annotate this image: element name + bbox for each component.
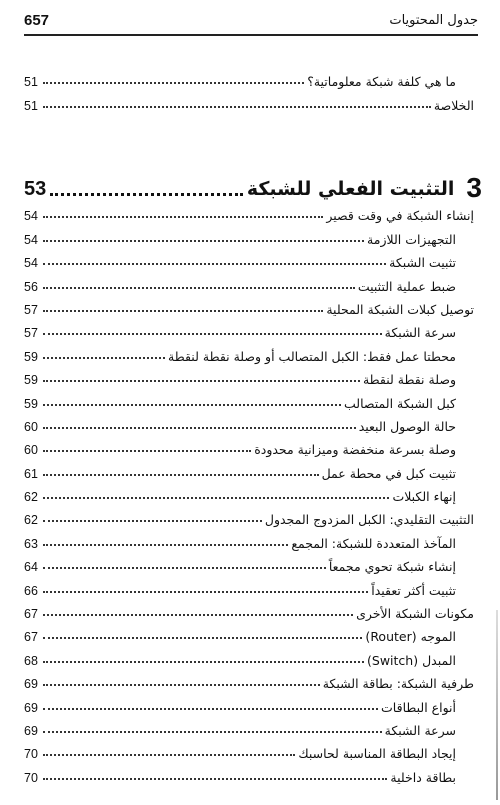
toc-entry-label: التجهيزات اللازمة xyxy=(367,231,456,247)
toc-entry[interactable] xyxy=(24,223,474,246)
chapter-page-number: 53 xyxy=(24,178,47,200)
toc-entry-label: المآخذ المتعددة للشبكة: المجمع xyxy=(291,535,456,551)
toc-entry[interactable] xyxy=(24,66,474,89)
toc-entry-page: 64 xyxy=(24,560,38,575)
leader-dots xyxy=(43,614,353,616)
toc-entry-label: تثبيت كبل في محطة عمل xyxy=(321,465,456,481)
toc-pre-section xyxy=(24,66,474,113)
toc-entry-page: 62 xyxy=(24,513,38,528)
leader-dots xyxy=(43,427,356,429)
toc-entry-page: 59 xyxy=(24,349,38,364)
toc-entry-page: 57 xyxy=(24,326,38,341)
toc-entry-page: 54 xyxy=(24,256,38,271)
toc-entry-page: 60 xyxy=(24,419,38,434)
toc-entry-label: الموجه (Router) xyxy=(365,629,456,645)
leader-dots xyxy=(43,106,431,108)
toc-entry-page: 54 xyxy=(24,209,38,224)
toc-entry-label: حالة الوصول البعيد xyxy=(358,418,456,434)
toc-entry-label: بطاقة داخلية xyxy=(390,769,456,785)
toc-entry-page: 59 xyxy=(24,396,38,411)
toc-entry-label: سرعة الشبكة xyxy=(384,722,456,738)
toc-entry-page: 69 xyxy=(24,677,38,692)
toc-entry-page: 67 xyxy=(24,630,38,645)
toc-entry[interactable] xyxy=(24,691,474,714)
toc-entry[interactable] xyxy=(24,574,474,597)
toc-entry[interactable] xyxy=(24,200,474,223)
leader-dots xyxy=(43,404,341,406)
toc-entry-page: 51 xyxy=(24,75,38,90)
toc-entry[interactable] xyxy=(24,668,474,691)
chapter-leader-dots xyxy=(50,193,243,196)
toc-entry-page: 66 xyxy=(24,583,38,598)
leader-dots xyxy=(43,240,364,242)
toc-entry-label: التثبيت التقليدي: الكبل المزدوج المجدول xyxy=(264,512,474,528)
toc-entry-page: 69 xyxy=(24,700,38,715)
leader-dots xyxy=(43,544,288,546)
toc-entry[interactable] xyxy=(24,761,474,784)
toc-entry-label: طرفية الشبكة: بطاقة الشبكة xyxy=(322,676,474,692)
toc-entry-label: أنواع البطاقات xyxy=(381,699,456,715)
toc-entry-label: محطتا عمل فقط: الكبل المتصالب أو وصلة نقطة لنقطة xyxy=(168,348,456,364)
leader-dots xyxy=(43,778,387,780)
page-number: 657 xyxy=(24,12,50,29)
toc-entry-page: 62 xyxy=(24,490,38,505)
toc-entry-label: كبل الشبكة المتصالب xyxy=(344,395,456,411)
toc-entry[interactable] xyxy=(24,527,474,550)
toc-entry[interactable] xyxy=(24,317,474,340)
toc-entry-label: سرعة الشبكة xyxy=(384,325,456,341)
toc-chapter-entries xyxy=(24,200,474,785)
toc-entry[interactable] xyxy=(24,411,474,434)
toc-entry-page: 70 xyxy=(24,770,38,785)
toc-entry-label: وصلة نقطة لنقطة xyxy=(362,372,456,388)
leader-dots xyxy=(43,450,251,452)
chapter-title: التثبيت الفعلي للشبكة xyxy=(246,178,455,200)
chapter-heading[interactable] xyxy=(24,163,482,203)
toc-entry[interactable] xyxy=(24,340,474,363)
toc-entry-page: 67 xyxy=(24,607,38,622)
toc-entry-page: 60 xyxy=(24,443,38,458)
toc-entry[interactable] xyxy=(24,598,474,621)
leader-dots xyxy=(43,661,364,663)
leader-dots xyxy=(43,637,362,639)
leader-dots xyxy=(43,474,319,476)
toc-entry-label: إنشاء شبكة تحوي مجمعاً xyxy=(328,559,456,575)
toc-entry[interactable] xyxy=(24,738,474,761)
leader-dots xyxy=(43,591,368,593)
toc-entry[interactable] xyxy=(24,481,474,504)
leader-dots xyxy=(43,684,320,686)
toc-entry-label: إنشاء الشبكة في وقت قصير xyxy=(326,208,474,224)
toc-entry-label: المبدل (Switch) xyxy=(367,652,456,668)
leader-dots xyxy=(43,380,360,382)
toc-entry-page: 70 xyxy=(24,747,38,762)
leader-dots xyxy=(43,333,382,335)
toc-entry-page: 54 xyxy=(24,232,38,247)
toc-entry[interactable] xyxy=(24,294,474,317)
leader-dots xyxy=(43,310,323,312)
toc-entry[interactable] xyxy=(24,89,474,112)
toc-entry[interactable] xyxy=(24,715,474,738)
toc-entry-page: 59 xyxy=(24,373,38,388)
toc-entry[interactable] xyxy=(24,504,474,527)
toc-entry[interactable] xyxy=(24,387,474,410)
toc-entry-label: تثبيت الشبكة xyxy=(389,255,456,271)
toc-entry-label: وصلة بسرعة منخفضة وميزانية محدودة xyxy=(254,442,456,458)
toc-entry-page: 69 xyxy=(24,723,38,738)
toc-entry-label: إيجاد البطاقة المناسبة لحاسبك xyxy=(298,746,456,762)
leader-dots xyxy=(43,287,355,289)
toc-entry-label: توصيل كبلات الشبكة المحلية xyxy=(326,301,474,317)
toc-entry-page: 56 xyxy=(24,279,38,294)
toc-entry-page: 63 xyxy=(24,536,38,551)
leader-dots xyxy=(43,708,378,710)
toc-entry-page: 57 xyxy=(24,302,38,317)
toc-entry-label: مكونات الشبكة الأخرى xyxy=(356,606,474,622)
leader-dots xyxy=(43,82,304,84)
toc-entry-label: الخلاصة xyxy=(433,97,474,113)
leader-dots xyxy=(43,263,386,265)
toc-entry-page: 68 xyxy=(24,653,38,668)
leader-dots xyxy=(43,216,323,218)
scan-edge-shadow xyxy=(496,610,498,800)
toc-entry[interactable] xyxy=(24,247,474,270)
chapter-number: 3 xyxy=(466,172,482,203)
toc-entry[interactable] xyxy=(24,551,474,574)
toc-entry[interactable] xyxy=(24,270,474,293)
toc-entry-label: ما هي كلفة شبكة معلوماتية؟ xyxy=(307,74,456,90)
leader-dots xyxy=(43,754,295,756)
leader-dots xyxy=(43,497,389,499)
leader-dots xyxy=(43,567,326,569)
toc-entry-page: 61 xyxy=(24,466,38,481)
toc-entry-label: إنهاء الكبلات xyxy=(392,489,456,505)
toc-entry[interactable] xyxy=(24,364,474,387)
toc-entry-label: ضبط عملية التثبيت xyxy=(357,278,456,294)
leader-dots xyxy=(43,520,262,522)
toc-entry[interactable] xyxy=(24,434,474,457)
toc-entry[interactable] xyxy=(24,644,474,667)
toc-entry[interactable] xyxy=(24,621,474,644)
running-title: جدول المحتويات xyxy=(389,13,478,28)
toc-entry-label: تثبيت أكثر تعقيداً xyxy=(371,582,456,598)
toc-entry-page: 51 xyxy=(24,98,38,113)
leader-dots xyxy=(43,357,165,359)
page-header xyxy=(24,8,478,36)
toc-entry[interactable] xyxy=(24,457,474,480)
leader-dots xyxy=(43,731,382,733)
